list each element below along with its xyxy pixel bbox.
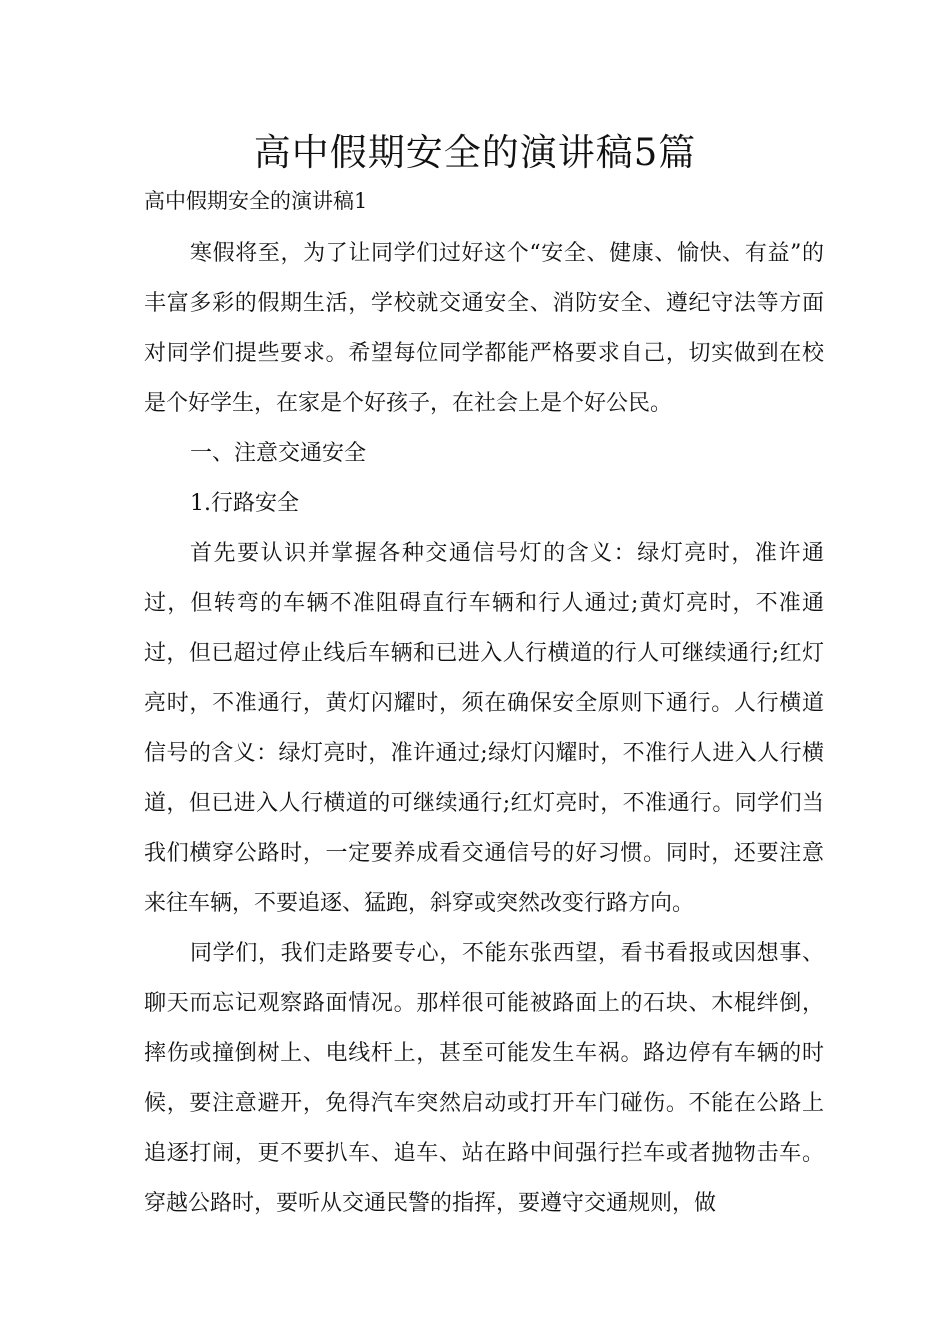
section-heading: 一、注意交通安全 xyxy=(190,441,367,466)
paragraph-walking-safety: 同学们，我们走路要专心，不能东张西望，看书看报或因想事、聊天而忘记观察路面情况。那样很可能被路面上的石块、木棍绊倒，摔伤或撞倒树上、电线杆上，甚至可能发生车祸。路边停有车辆的时候，要注意避开，免得汽车突然启动或打开车门碰伤。不能在公路上追逐打闹，更不要扒车、追车、站在路中间强行拦车或者抛物击车。穿越公路时，要听从交通民警的指挥，要遵守交通规则，做 xyxy=(144,941,824,1216)
subsection-heading: 1.行路安全 xyxy=(190,491,299,516)
document-subtitle: 高中假期安全的演讲稿1 xyxy=(144,189,368,213)
document-title: 高中假期安全的演讲稿5篇 xyxy=(253,131,697,174)
paragraph-intro: 寒假将至，为了让同学们过好这个“安全、健康、愉快、有益”的丰富多彩的假期生活，学校就交通安全、消防安全、遵纪守法等方面对同学们提些要求。希望每位同学都能严格要求自己，切实做到在校是个好学生，在家是个好孩子，在社会上是个好公民。 xyxy=(144,241,824,416)
paragraph-traffic-signals: 首先要认识并掌握各种交通信号灯的含义：绿灯亮时，准许通过，但转弯的车辆不准阻碍直行车辆和行人通过;黄灯亮时，不准通过，但已超过停止线后车辆和已进入人行横道的行人可继续通行;红灯亮时，不准通行，黄灯闪耀时，须在确保安全原则下通行。人行横道信号的含义：绿灯亮时，准许通过;绿灯闪耀时，不准行人进入人行横道，但已进入人行横道的可继续通行;红灯亮时，不准通行。同学们当我们横穿公路时，一定要养成看交通信号的好习惯。同时，还要注意来往车辆，不要追逐、猛跑，斜穿或突然改变行路方向。 xyxy=(144,541,824,916)
document-body xyxy=(144,229,824,1229)
